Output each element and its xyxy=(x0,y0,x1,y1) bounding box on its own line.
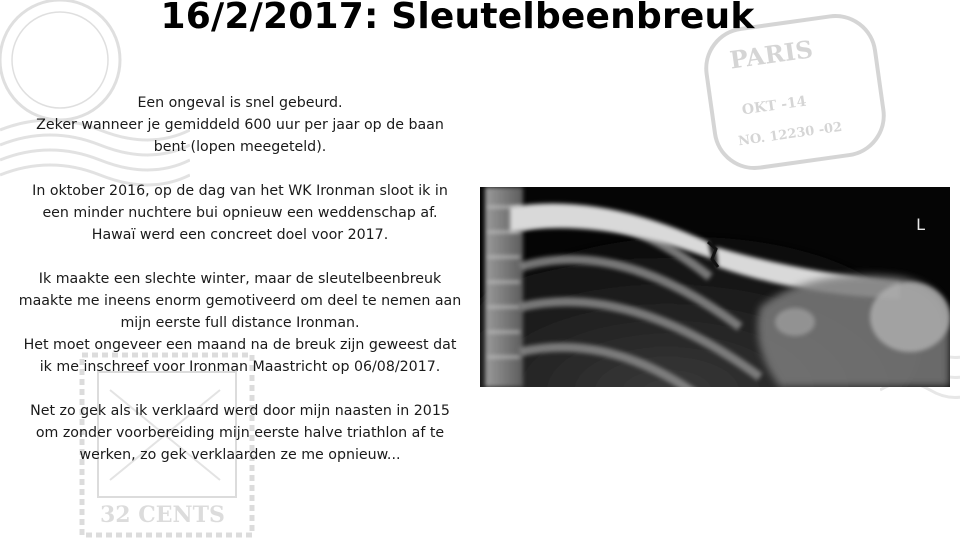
paris-stamp-city: PARIS xyxy=(727,34,815,75)
paragraph-1 xyxy=(18,92,462,158)
page-title: 16/2/2017: Sleutelbeenbreuk xyxy=(160,0,755,37)
paragraph-line: Zeker wanneer je gemiddeld 600 uur per jaar op de baan bent (lopen meegeteld). xyxy=(36,117,444,155)
paragraph-line: In oktober 2016, op de dag van het WK Ironman sloot ik in een minder nuchtere bui opnieuw een weddenschap af. xyxy=(32,183,448,221)
paris-stamp-date: OKT -14 xyxy=(740,93,808,119)
paragraph-4 xyxy=(18,400,462,466)
paragraph-line: Hawaï werd een concreet doel voor 2017. xyxy=(91,227,389,243)
paragraph-line: Ik maakte een slechte winter, maar de sleutelbeenbreuk maakte me ineens enorm gemotiveerd om deel te nemen aan mijn eerste full distance Ironman. xyxy=(18,271,462,331)
xray-illustration xyxy=(480,187,950,387)
story-text xyxy=(18,92,462,466)
paris-stamp-number: NO. 12230 -02 xyxy=(737,119,844,150)
postage-stamp-value: 32 CENTS xyxy=(100,502,225,528)
clavicle-xray-image xyxy=(480,187,950,387)
xray-side-marker: L xyxy=(916,215,925,234)
paragraph-2 xyxy=(18,180,462,246)
paragraph-line: Een ongeval is snel gebeurd. xyxy=(137,95,343,111)
paragraph-line: Het moet ongeveer een maand na de breuk zijn geweest dat ik me inschreef voor Ironman Maastricht op 06/08/2017. xyxy=(23,337,457,375)
paragraph-3 xyxy=(18,268,462,378)
paragraph-line: Net zo gek als ik verklaard werd door mijn naasten in 2015 om zonder voorbereiding mijn eerste halve triathlon af te werken, zo gek verklaarden ze me opnieuw... xyxy=(30,403,450,463)
